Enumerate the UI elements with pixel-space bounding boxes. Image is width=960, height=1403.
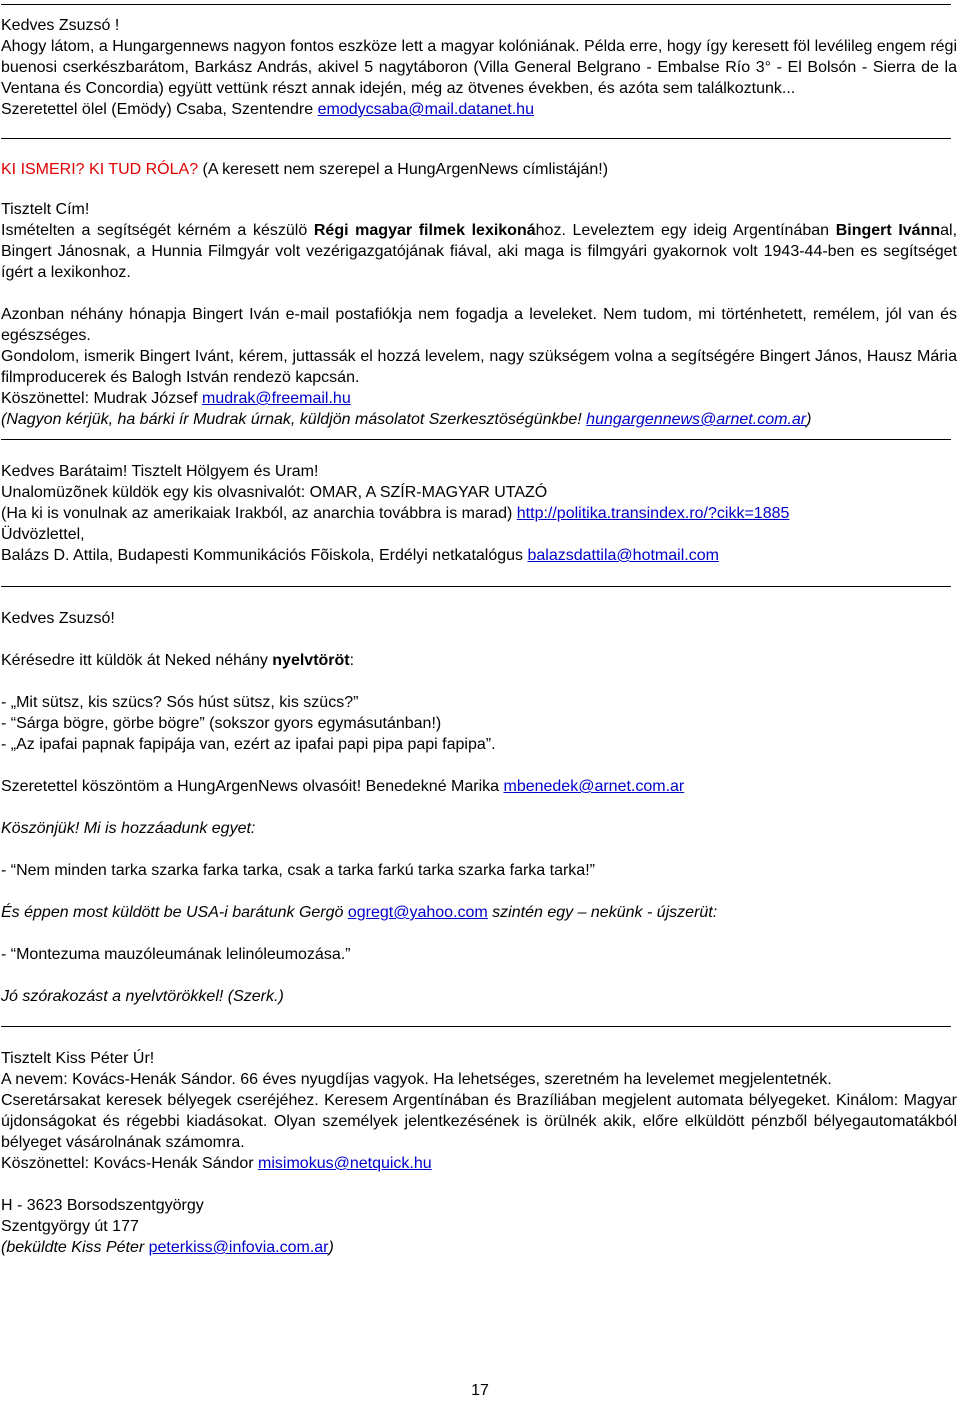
section-heading: KI ISMERI? KI TUD RÓLA? (A keresett nem szerepel a HungArgenNews címlistáján!): [1, 161, 609, 178]
letter-emody: [1, 15, 957, 120]
letter-kovacs-henak: [1, 1048, 957, 1258]
signature: Köszönettel: Kovács-Henák Sándor misimokus@netquick.hu: [1, 1155, 432, 1172]
email-link[interactable]: misimokus@netquick.hu: [258, 1155, 432, 1172]
email-link[interactable]: hungargennews@arnet.com.ar: [586, 411, 807, 428]
paragraph: Gondolom, ismerik Bingert Ivánt, kérem, juttassák el hozzá levelem, nagy szükségem volna a segítségére Bingert János, Hausz Mária filmproducerek és Balogh István rendezö kapcsán.: [1, 348, 957, 386]
text-line: Unalomüzõnek küldök egy kis olvasnivalót: OMAR, A SZÍR-MAGYAR UTAZÓ: [1, 484, 548, 501]
letter-balazs: [1, 461, 957, 566]
paragraph: A nevem: Kovács-Henák Sándor. 66 éves nyugdíjas vagyok. Ha lehetséges, szeretném ha levelemet megjelentetnék.: [1, 1071, 832, 1088]
signature: Szeretettel köszöntöm a HungArgenNews olvasóit! Benedekné Marika mbenedek@arnet.com.ar: [1, 778, 685, 795]
text-line: (Ha ki is vonulnak az amerikaiak Irakból, az anarchia továbbra is marad) http://politika.transindex.ro/?cikk=1885: [1, 505, 790, 522]
url-link[interactable]: http://politika.transindex.ro/?cikk=1885: [516, 505, 790, 522]
text-line: Üdvözlettel,: [1, 526, 85, 543]
intro: Kérésedre itt küldök át Neked néhány nyelvtöröt:: [1, 652, 355, 669]
tongue-twister: - “Nem minden tarka szarka farka tarka, csak a tarka farkú tarka szarka farka tarka!”: [1, 862, 595, 879]
tongue-twister: - „Mit sütsz, kis szücs? Sós húst sütsz, kis szücs?”: [1, 694, 359, 711]
editor-note: (beküldte Kiss Péter peterkiss@infovia.com.ar): [1, 1239, 334, 1256]
divider: [1, 586, 951, 587]
signature: Szeretettel ölel (Emödy) Csaba, Szentendre emodycsaba@mail.datanet.hu: [1, 101, 534, 118]
greeting: Kedves Barátaim! Tisztelt Hölgyem és Uram!: [1, 463, 319, 480]
address-line: H - 3623 Borsodszentgyörgy: [1, 1197, 204, 1214]
divider: [1, 439, 951, 440]
divider: [1, 1026, 951, 1027]
document-page: [1, 0, 957, 1258]
greeting: Kedves Zsuzsó!: [1, 610, 115, 627]
salutation: Tisztelt Cím!: [1, 201, 90, 218]
divider: [1, 4, 951, 5]
greeting: Tisztelt Kiss Péter Úr!: [1, 1050, 155, 1067]
paragraph: Ismételten a segítségét kérném a készülö Régi magyar filmek lexikonához. Leveleztem egy ideig Argentínában Bingert Ivánnal, Bingert Jánosnak, a Hunnia Filmgyár volt vezérigazgatójának fiával, aki maga is filmgyári gyakornok volt 1943-44-ben es segítséget ígért a lexikonhoz.: [1, 222, 958, 281]
address-line: Szentgyörgy út 177: [1, 1218, 139, 1235]
email-link[interactable]: mbenedek@arnet.com.ar: [503, 778, 685, 795]
divider: [1, 138, 951, 139]
editor-note: Köszönjük! Mi is hozzáadunk egyet:: [1, 820, 256, 837]
editor-note: Jó szórakozást a nyelvtörökkel! (Szerk.): [1, 988, 284, 1005]
editor-note: És éppen most küldött be USA-i barátunk Gergö ogregt@yahoo.com szintén egy – nekünk - újszerüt:: [1, 904, 718, 921]
signature: Balázs D. Attila, Budapesti Kommunikációs Fõiskola, Erdélyi netkatalógus balazsdattila@hotmail.com: [1, 547, 719, 564]
paragraph: Azonban néhány hónapja Bingert Iván e-mail postafiókja nem fogadja a leveleket. Nem tudom, mi történhetett, remélem, jól van és egészséges.: [1, 306, 957, 344]
editor-note: (Nagyon kérjük, ha bárki ír Mudrak úrnak, küldjön másolatot Szerkesztöségünkbe! hungargennews@arnet.com.ar): [1, 411, 812, 428]
letter-body: Ahogy látom, a Hungargennews nagyon fontos eszköze lett a magyar kolóniának. Példa erre, hogy így keresett föl levélileg engem régi buenosi cserkészbarátom, Barkász András, akivel 5 nagytáboron (Villa General Belgrano - Embalse Río 3° - El Bolsón - Sierra de la Ventana és Concordia) együtt vettünk részt annak idején, még az ötvenes években, és azóta sem találkoztunk...: [1, 38, 957, 97]
email-link[interactable]: emodycsaba@mail.datanet.hu: [317, 101, 534, 118]
email-link[interactable]: ogregt@yahoo.com: [347, 904, 488, 921]
greeting: Kedves Zsuzsó !: [1, 17, 120, 34]
email-link[interactable]: balazsdattila@hotmail.com: [527, 547, 719, 564]
tongue-twister: - „Az ipafai papnak fapipája van, ezért az ipafai papi pipa papi fapipa”.: [1, 736, 496, 753]
tongue-twister: - “Sárga bögre, görbe bögre” (sokszor gyors egymásutánban!): [1, 715, 442, 732]
paragraph: Cseretársakat keresek bélyegek cseréjéhez. Keresem Argentínában és Brazíliában megjelent automata bélyegeket. Kinálom: Magyar újdonságokat és régebbi kiadásokat. Olyan személyek jelentkezésének is örülnék akik, előre elküldött pénzből bélyegautomatákból bélyeget vásárolnának számomra.: [1, 1092, 957, 1151]
signature: Köszönettel: Mudrak József mudrak@freemail.hu: [1, 390, 351, 407]
page-number: 17: [471, 1382, 489, 1399]
email-link[interactable]: mudrak@freemail.hu: [201, 390, 351, 407]
letter-mudrak: [1, 159, 957, 430]
tongue-twister: - “Montezuma mauzóleumának lelinóleumozása.”: [1, 946, 351, 963]
letter-tongue-twisters: [1, 608, 957, 1007]
email-link[interactable]: peterkiss@infovia.com.ar: [148, 1239, 329, 1256]
